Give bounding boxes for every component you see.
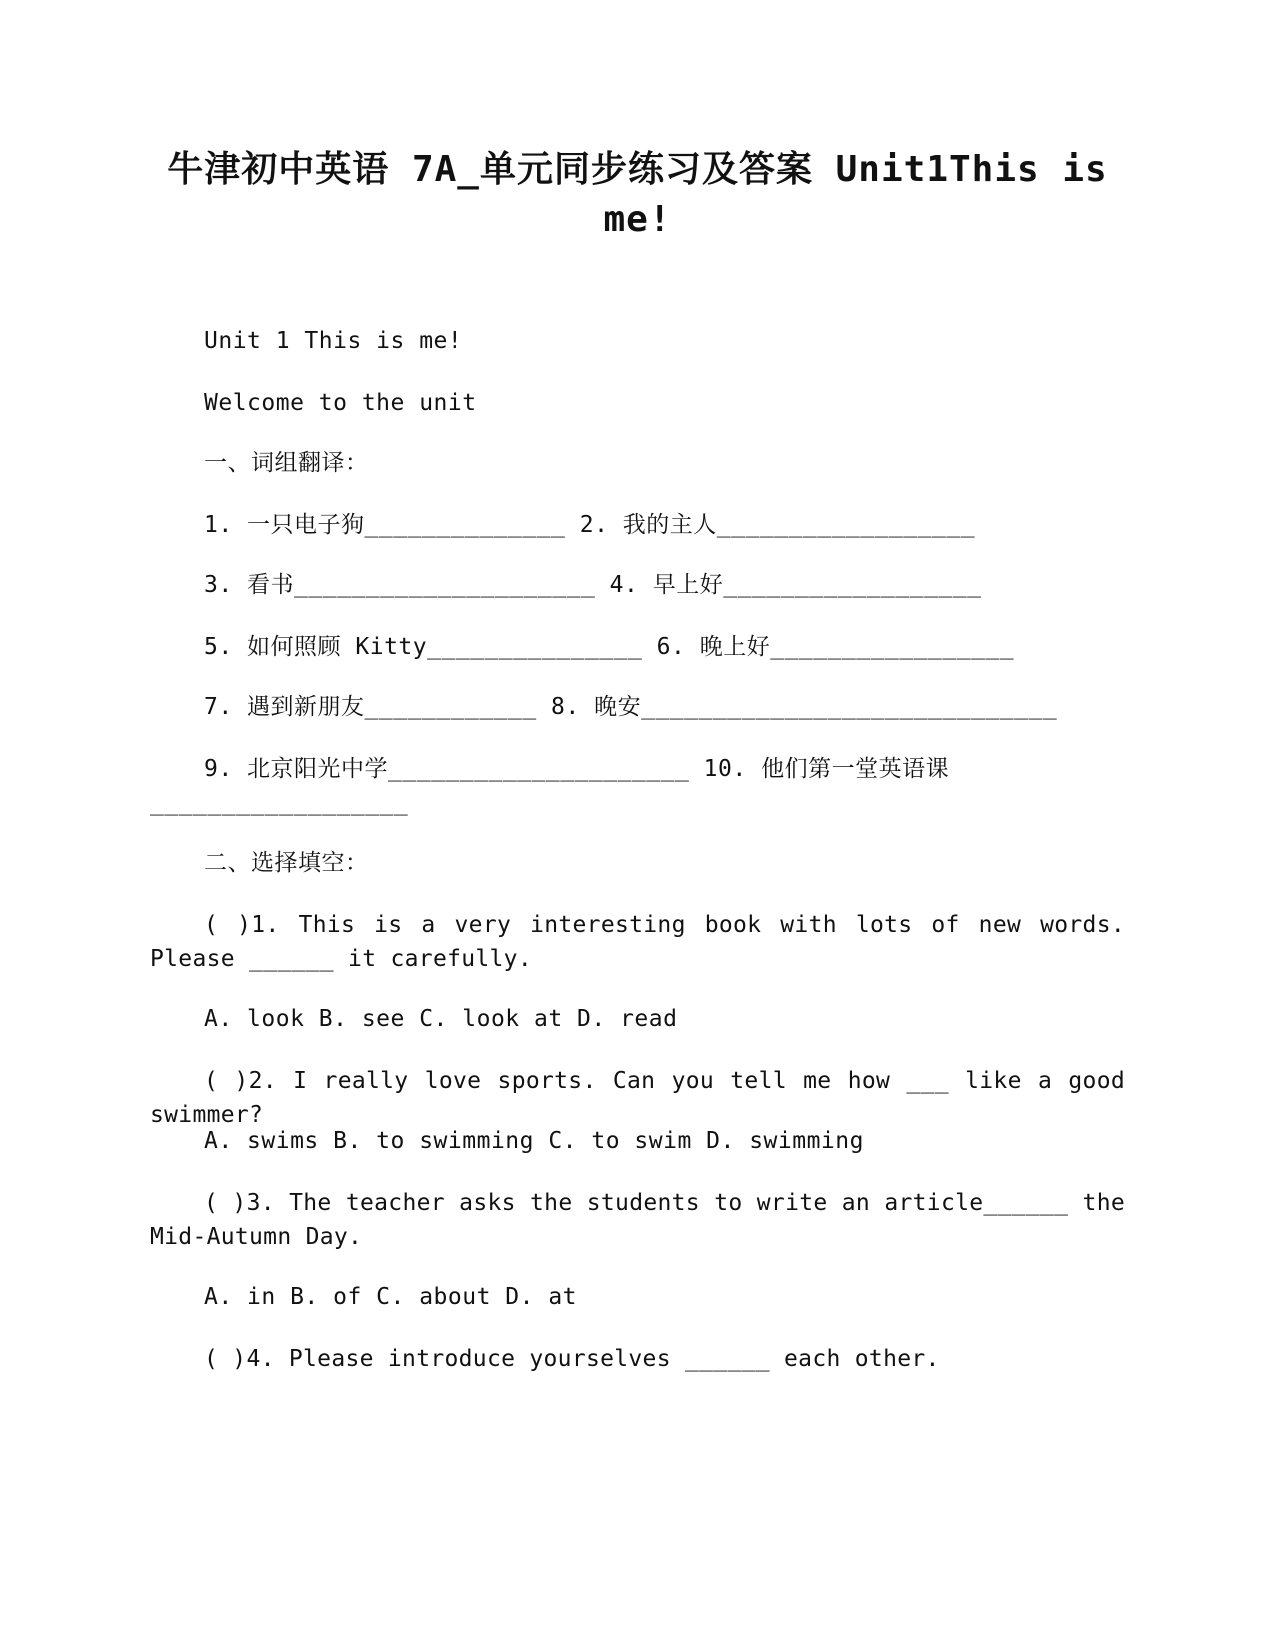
sub-heading: Welcome to the unit [204, 390, 477, 416]
question-2: ( )2. I really love sports. Can you tell me how ___ like a good swimmer? [150, 1068, 1125, 1128]
section2-heading: 二、选择填空： [204, 850, 369, 876]
question-3-options: A. in B. of C. about D. at [204, 1284, 578, 1310]
question-1: ( )1. This is a very interesting book with lots of new words. Please ______ it carefully. [150, 912, 1125, 972]
unit-heading: Unit 1 This is me! [204, 328, 463, 354]
phrase-row-5-blank: __________________ [150, 790, 409, 816]
phrase-row-5: 9. 北京阳光中学_____________________ 10. 他们第一堂英语课 [204, 756, 950, 782]
phrase-row-2: 3. 看书_____________________ 4. 早上好__________________ [204, 572, 982, 598]
question-3: ( )3. The teacher asks the students to write an article______ the Mid-Autumn Day. [150, 1190, 1125, 1250]
question-2-options: A. swims B. to swimming C. to swim D. swimming [204, 1128, 864, 1154]
phrase-row-4: 7. 遇到新朋友____________ 8. 晚安_____________________________ [204, 694, 1058, 720]
document-title: 牛津初中英语 7A_单元同步练习及答案 Unit1This is me! [167, 149, 1108, 240]
phrase-row-1: 1. 一只电子狗______________ 2. 我的主人__________________ [204, 512, 976, 538]
phrase-row-3: 5. 如何照顾 Kitty_______________ 6. 晚上好_________________ [204, 634, 1015, 660]
question-1-options: A. look B. see C. look at D. read [204, 1006, 678, 1032]
section1-heading: 一、词组翻译： [204, 450, 369, 476]
question-4: ( )4. Please introduce yourselves ______ each other. [204, 1346, 940, 1372]
